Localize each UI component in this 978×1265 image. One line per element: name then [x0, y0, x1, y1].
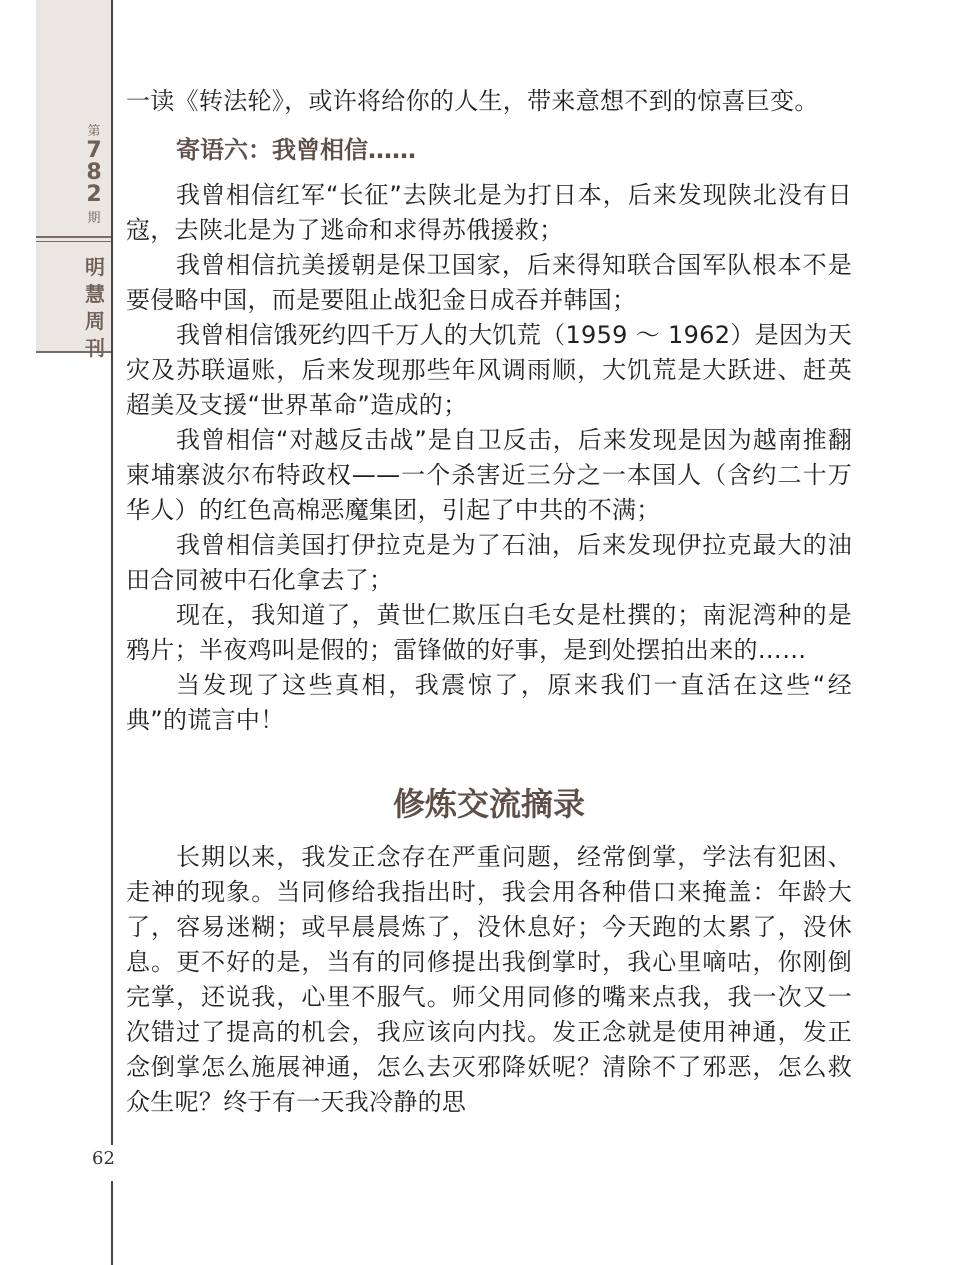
issue-digit: 7 [86, 138, 102, 163]
publication-name [80, 254, 110, 362]
margin-rule [111, 0, 113, 1265]
issue-digit: 8 [86, 160, 102, 185]
subheading: 寄语六：我曾相信…… [176, 136, 416, 164]
publication-char: 明 [85, 255, 105, 279]
paragraph: 一读《转法轮》，或许将给你的人生，带来意想不到的惊喜巨变。 [126, 87, 819, 115]
paragraph: 我曾相信“对越反击战”是自卫反击，后来发现是因为越南推翻柬埔寨波尔布特政权——一个杀害近三分之一本国人（含约二十万华人）的红色高棉恶魔集团，引起了中共的不满； [126, 426, 852, 524]
page-number: 62 [92, 1148, 115, 1169]
paragraph: 我曾相信红军“长征”去陕北是为打日本，后来发现陕北没有日寇，去陕北是为了逃命和求得苏俄援救； [126, 181, 852, 244]
sidebar-divider-thin [36, 241, 112, 242]
paragraph: 我曾相信美国打伊拉克是为了石油，后来发现伊拉克最大的油田合同被中石化拿去了； [126, 531, 852, 594]
sidebar-divider [36, 236, 112, 238]
publication-char: 周 [85, 309, 105, 333]
issue-prefix: 第 [87, 124, 101, 139]
paragraph: 当发现了这些真相，我震惊了，原来我们一直活在这些“经典”的谎言中！ [126, 671, 852, 734]
issue-suffix: 期 [87, 211, 101, 226]
paragraph: 我曾相信饿死约四千万人的大饥荒（1959 ～ 1962）是因为天灾及苏联逼账，后来发现那些年风调雨顺，大饥荒是大跃进、赶英超美及支援“世界革命”造成的； [126, 321, 852, 419]
section-title: 修炼交流摘录 [392, 785, 585, 823]
paragraph: 长期以来，我发正念存在严重问题，经常倒掌，学法有犯困、走神的现象。当同修给我指出时，我会用各种借口来掩盖：年龄大了，容易迷糊；或早晨晨炼了，没休息好；今天跑的太累了，没休息。更不好的是，当有的同修提出我倒掌时，我心里嘀咕，你刚倒完掌，还说我，心里不服气。师父用同修的嘴来点我，我一次又一次错过了提高的机会，我应该向内找。发正念就是使用神通，发正念倒掌怎么施展神通，怎么去灭邪降妖呢？清除不了邪恶，怎么救众生呢？终于有一天我冷静的思 [126, 843, 852, 1116]
paragraph: 我曾相信抗美援朝是保卫国家，后来得知联合国军队根本不是要侵略中国，而是要阻止战犯金日成吞并韩国； [126, 251, 852, 314]
paragraph: 现在，我知道了，黄世仁欺压白毛女是杜撰的；南泥湾种的是鸦片；半夜鸡叫是假的；雷锋做的好事，是到处摆拍出来的…… [126, 601, 852, 664]
issue-digit: 2 [86, 182, 102, 207]
article-body [126, 84, 852, 1120]
issue-label [80, 124, 108, 228]
publication-char: 慧 [85, 282, 105, 306]
publication-char: 刊 [85, 336, 105, 360]
